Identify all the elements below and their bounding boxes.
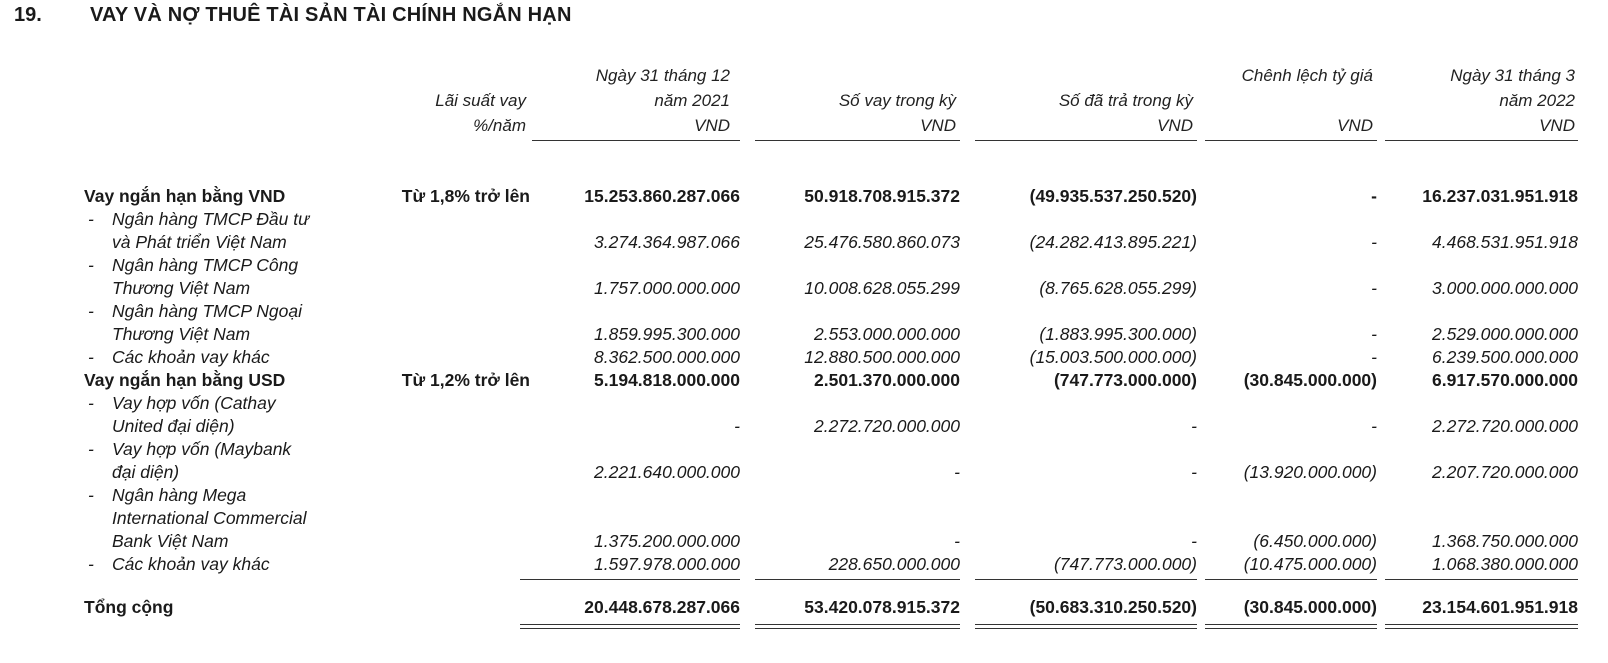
double-rule-col4 (1205, 624, 1377, 629)
header-rate (360, 88, 526, 138)
cell-col3: (8.765.628.055.299) (1039, 278, 1197, 298)
total-rule-col5 (1385, 579, 1578, 580)
header-col4-line1: Chênh lệch tỷ giá (1241, 66, 1373, 85)
cell-col4: - (1371, 278, 1377, 298)
cell-col5: 1.368.750.000.000 (1432, 531, 1578, 551)
header-col1-line1: Ngày 31 tháng 12 (595, 66, 730, 85)
row-rate: Từ 1,8% trở lên (401, 186, 530, 206)
row-label: - Vay hợp vốn (Cathay (88, 393, 276, 413)
row-label: - Ngân hàng Mega (88, 485, 247, 505)
table-row-bidv (0, 230, 1608, 254)
cell-col5: 6.917.570.000.000 (1432, 370, 1578, 390)
cell-col1: 1.375.200.000.000 (594, 531, 740, 551)
cell-col1: 8.362.500.000.000 (594, 347, 740, 367)
cell-col4: - (1371, 186, 1377, 206)
cell-col2: 10.008.628.055.299 (804, 278, 960, 298)
double-rule-col1 (520, 624, 740, 629)
cell-col4: - (1371, 232, 1377, 252)
table-row-mega-line1 (0, 483, 1608, 507)
row-label-cont: International Commercial (112, 508, 307, 528)
total-rule-col3 (975, 579, 1197, 580)
cell-col4: (10.475.000.000) (1243, 554, 1377, 574)
section-title: VAY VÀ NỢ THUÊ TÀI SẢN TÀI CHÍNH NGẮN HẠN (90, 4, 572, 26)
cell-col2: 12.880.500.000.000 (804, 347, 960, 367)
header-col5-unit: VND (1539, 116, 1575, 135)
table-row-grand-total (0, 595, 1608, 619)
cell-col1: 15.253.860.287.066 (584, 186, 740, 206)
row-label: - Ngân hàng TMCP Ngoại (88, 301, 303, 321)
table-row-vietcombank-line1 (0, 299, 1608, 323)
table-row-bidv-line1 (0, 207, 1608, 231)
cell-col4: (6.450.000.000) (1253, 531, 1377, 551)
table-row-cathay (0, 414, 1608, 438)
cell-col3: (24.282.413.895.221) (1029, 232, 1197, 252)
row-label-cont: Thương Việt Nam (112, 324, 251, 344)
cell-col3: (747.773.000.000) (1053, 554, 1197, 574)
table-row-vnd-total (0, 184, 1608, 208)
cell-col5: 2.272.720.000.000 (1432, 416, 1578, 436)
double-rule-col5 (1385, 624, 1578, 629)
cell-col4: (30.845.000.000) (1243, 597, 1377, 617)
row-label-cont: Thương Việt Nam (112, 278, 251, 298)
header-col5 (1385, 63, 1575, 138)
cell-col2: 25.476.580.860.073 (804, 232, 960, 252)
header-col1-line2: năm 2021 (654, 91, 730, 110)
cell-col1: 3.274.364.987.066 (594, 232, 740, 252)
table-row-vnd-other (0, 345, 1608, 369)
row-label-cont: đại diện) (112, 462, 180, 482)
row-label: - Ngân hàng TMCP Công (88, 255, 299, 275)
table-row-usd-other (0, 552, 1608, 576)
table-row-vietcombank (0, 322, 1608, 346)
cell-col3: (747.773.000.000) (1053, 370, 1197, 390)
cell-col2: - (954, 462, 960, 482)
row-label: Tổng cộng (84, 597, 174, 617)
table-row-vietinbank (0, 276, 1608, 300)
header-col5-line2: năm 2022 (1499, 91, 1575, 110)
cell-col5: 2.207.720.000.000 (1432, 462, 1578, 482)
row-label-cont: Bank Việt Nam (112, 531, 229, 551)
row-label: - Các khoản vay khác (88, 554, 270, 574)
header-col3 (975, 88, 1193, 138)
cell-col1: 5.194.818.000.000 (594, 370, 740, 390)
cell-col5: 23.154.601.951.918 (1422, 597, 1578, 617)
header-col1-unit: VND (694, 116, 730, 135)
cell-col5: 4.468.531.951.918 (1432, 232, 1578, 252)
row-label-cont: và Phát triển Việt Nam (112, 232, 287, 252)
cell-col5: 2.529.000.000.000 (1432, 324, 1578, 344)
cell-col2: - (954, 531, 960, 551)
header-col3-unit: VND (1157, 116, 1193, 135)
table-row-mega (0, 529, 1608, 553)
cell-col3: - (1191, 462, 1197, 482)
table-row-vietinbank-line1 (0, 253, 1608, 277)
cell-col1: 1.757.000.000.000 (594, 278, 740, 298)
section-number: 19. (14, 4, 42, 26)
header-rule-col3 (975, 140, 1197, 141)
cell-col4: (30.845.000.000) (1243, 370, 1377, 390)
cell-col4: - (1371, 324, 1377, 344)
header-rule-col5 (1385, 140, 1578, 141)
header-col1 (540, 63, 730, 138)
row-label: - Ngân hàng TMCP Đầu tư (88, 209, 310, 229)
double-rule-col2 (755, 624, 960, 629)
cell-col3: - (1191, 531, 1197, 551)
total-rule-col4 (1205, 579, 1377, 580)
header-rule-col1 (532, 140, 740, 141)
cell-col2: 50.918.708.915.372 (804, 186, 960, 206)
row-label: Vay ngắn hạn bằng USD (84, 370, 286, 390)
cell-col3: (49.935.537.250.520) (1029, 186, 1197, 206)
cell-col2: 228.650.000.000 (828, 554, 960, 574)
cell-col3: (50.683.310.250.520) (1029, 597, 1197, 617)
cell-col1: 2.221.640.000.000 (594, 462, 740, 482)
row-label: - Vay hợp vốn (Maybank (88, 439, 292, 459)
cell-col5: 16.237.031.951.918 (1422, 186, 1578, 206)
header-rule-col2 (755, 140, 960, 141)
header-rate-line2: %/năm (473, 116, 526, 135)
cell-col5: 6.239.500.000.000 (1432, 347, 1578, 367)
cell-col3: (15.003.500.000.000) (1029, 347, 1197, 367)
cell-col4: - (1371, 347, 1377, 367)
table-row-cathay-line1 (0, 391, 1608, 415)
cell-col3: - (1191, 416, 1197, 436)
cell-col2: 2.501.370.000.000 (814, 370, 960, 390)
header-rule-col4 (1205, 140, 1377, 141)
cell-col2: 53.420.078.915.372 (804, 597, 960, 617)
header-col4 (1205, 63, 1373, 138)
cell-col3: (1.883.995.300.000) (1039, 324, 1197, 344)
total-rule-col1 (520, 579, 740, 580)
double-rule-col3 (975, 624, 1197, 629)
header-col5-line1: Ngày 31 tháng 3 (1450, 66, 1575, 85)
cell-col1: 1.859.995.300.000 (594, 324, 740, 344)
cell-col1: - (734, 416, 740, 436)
header-col4-unit: VND (1337, 116, 1373, 135)
cell-col1: 1.597.978.000.000 (594, 554, 740, 574)
cell-col4: - (1371, 416, 1377, 436)
table-row-maybank (0, 460, 1608, 484)
cell-col2: 2.272.720.000.000 (814, 416, 960, 436)
total-rule-col2 (755, 579, 960, 580)
cell-col1: 20.448.678.287.066 (584, 597, 740, 617)
row-label: - Các khoản vay khác (88, 347, 270, 367)
cell-col5: 1.068.380.000.000 (1432, 554, 1578, 574)
table-row-usd-total (0, 368, 1608, 392)
cell-col4: (13.920.000.000) (1243, 462, 1377, 482)
header-col3-line1: Số đã trả trong kỳ (1058, 91, 1193, 110)
cell-col5: 3.000.000.000.000 (1432, 278, 1578, 298)
header-col2-line1: Số vay trong kỳ (838, 91, 956, 110)
table-row-maybank-line1 (0, 437, 1608, 461)
row-label-cont: United đại diện) (112, 416, 235, 436)
header-col2-unit: VND (920, 116, 956, 135)
row-rate: Từ 1,2% trở lên (401, 370, 530, 390)
header-col2 (760, 88, 956, 138)
row-label: Vay ngắn hạn bằng VND (84, 186, 286, 206)
cell-col2: 2.553.000.000.000 (814, 324, 960, 344)
table-row-mega-line2 (0, 506, 1608, 530)
header-rate-line1: Lãi suất vay (435, 91, 526, 110)
